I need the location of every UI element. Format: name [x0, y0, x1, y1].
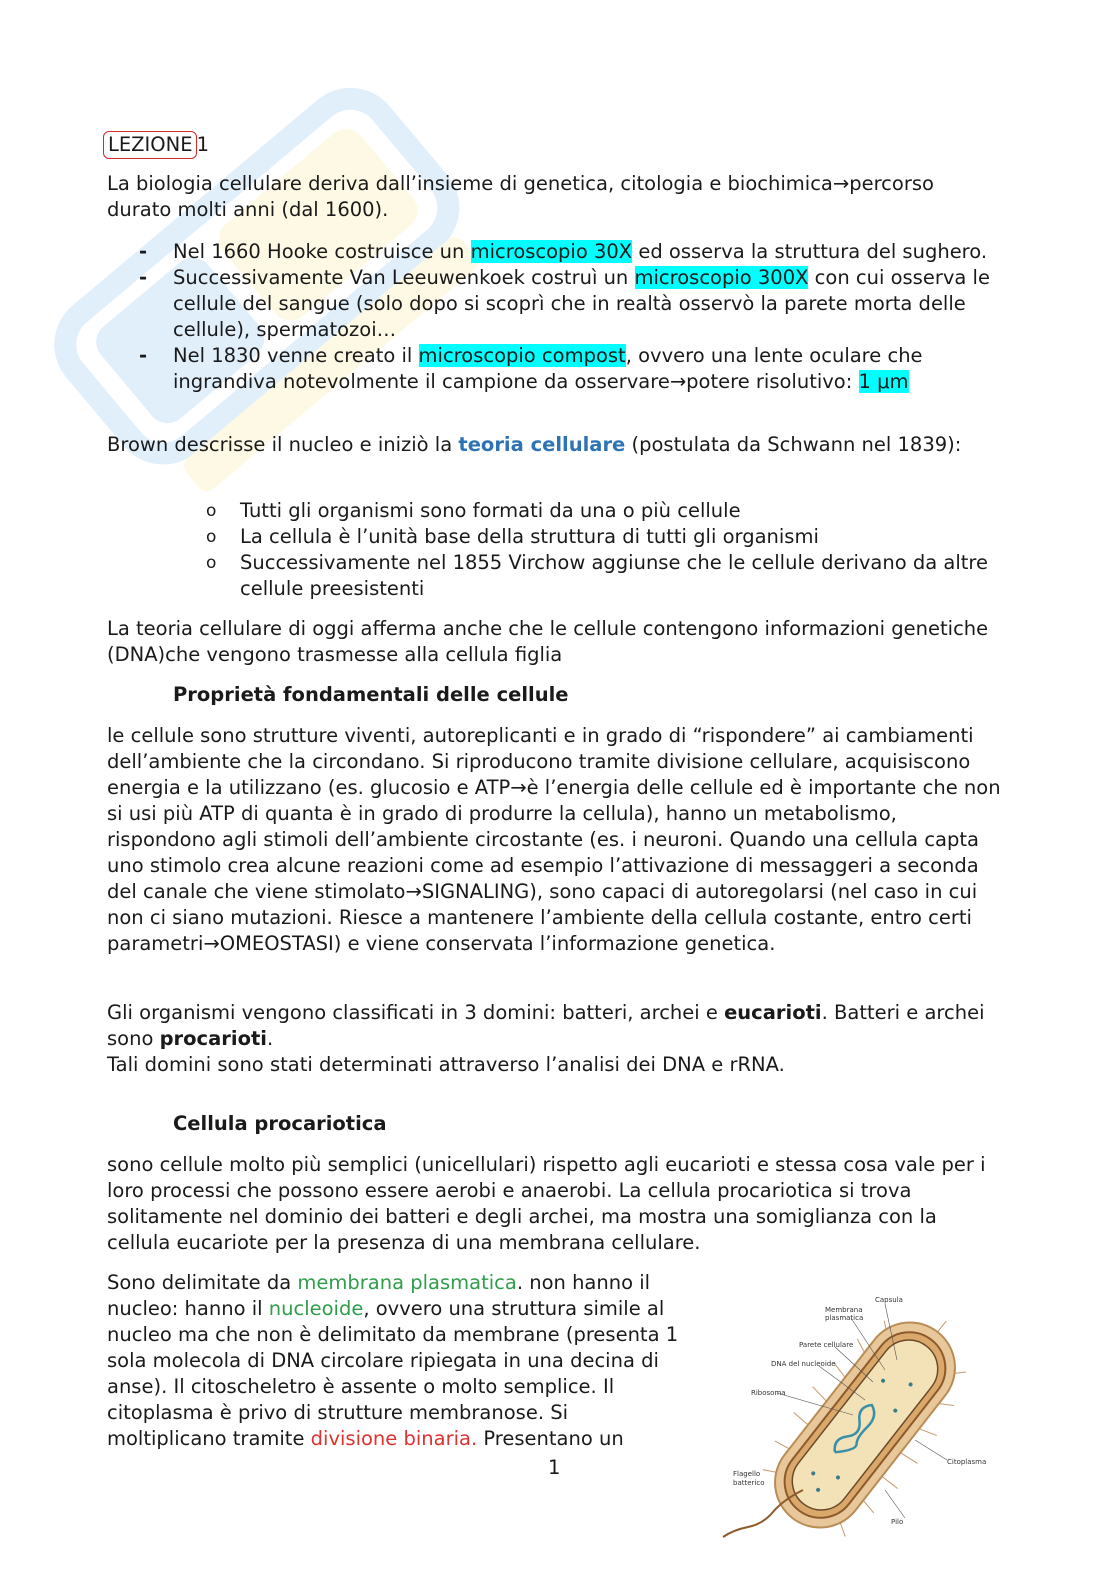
cell-theory-term: teoria cellulare — [458, 433, 626, 456]
label-membrana-2: plasmatica — [825, 1314, 864, 1322]
intro-paragraph: La biologia cellulare deriva dall’insieme di genetica, citologia e biochimica→percorso durato molti anni (dal 1600). — [107, 172, 934, 221]
list-item: o Tutti gli organismi sono formati da una o più cellule — [206, 499, 741, 522]
cell-theory-paragraph: Brown descrisse il nucleo e iniziò la teoria cellulare (postulata da Schwann nel 1839): — [107, 433, 962, 456]
domains-paragraph: Gli organismi vengono classificati in 3 domini: batteri, archei e eucarioti. Batteri e archei sono procarioti. Tali domini sono stati determinati attraverso l’analisi dei DNA e rRNA. — [107, 1001, 985, 1076]
lesson-title — [107, 131, 1002, 159]
label-ribosoma: Ribosoma — [751, 1389, 786, 1397]
label-capsula: Capsula — [875, 1296, 903, 1304]
microscope-list — [107, 239, 1002, 395]
label-flagello-1: Flagello — [733, 1470, 761, 1478]
label-membrana-1: Membrana — [825, 1306, 863, 1314]
label-parete: Parete cellulare — [799, 1341, 854, 1349]
label-citoplasma: Citoplasma — [947, 1458, 987, 1466]
title-number: 1 — [196, 133, 209, 156]
prokaryotic-structure-paragraph: Sono delimitate da membrana plasmatica. non hanno il nucleo: hanno il nucleoide, ovvero una struttura simile al nucleo ma che non è delimitato da membrane (presenta 1 sola molecola di DNA circolare ripiegata in una decina di anse). Il citoscheletro è assente o molto semplice. Il citoplasma è privo di strutture membranose. Si moltiplicano tramite divisione binaria. Presentano un — [107, 1271, 679, 1450]
label-dna: DNA del nucleoide — [771, 1360, 836, 1368]
title-box: LEZIONE — [103, 131, 197, 159]
label-flagello-2: batterico — [733, 1479, 765, 1487]
label-pilo: Pilo — [891, 1518, 904, 1526]
prokaryotic-paragraph: sono cellule molto più semplici (unicellulari) rispetto agli eucarioti e stessa cosa vale per i loro processi che possono essere aerobi e anaerobi. La cellula procariotica si trova solitamente nel dominio dei batteri e degli archei, ma mostra una somiglianza con la cellula eucariote per la presenza di una membrana cellulare. — [107, 1153, 986, 1254]
modern-theory-paragraph: La teoria cellulare di oggi afferma anche che le cellule contengono informazioni genetiche (DNA)che vengono trasmesse alla cellula figlia — [107, 617, 989, 666]
list-item: - Nel 1660 Hooke costruisce un microscopio 30X ed osserva la struttura del sughero. — [139, 240, 988, 263]
prokaryotic-cell-diagram — [715, 1290, 1005, 1540]
list-item: o Successivamente nel 1855 Virchow aggiunse che le cellule derivano da altre cellule preesistenti — [206, 551, 988, 600]
cell-theory-list — [107, 498, 1002, 602]
properties-paragraph: le cellule sono strutture viventi, autoreplicanti e in grado di “rispondere” ai cambiamenti dell’ambiente che la circondano. Si riproducono tramite divisione cellulare, acquisiscono energia e la utilizzano (es. glucosio e ATP→è l’energia delle cellule ed è importante che non si usi più ATP di quanta è in grado di produrre la cellula), hanno un metabolismo, rispondono agli stimoli dell’ambiente circostante (es. i neuroni. Quando una cellula capta uno stimolo crea alcune reazioni come ad esempio l’attivazione di messaggeri a seconda del canale che viene stimolato→SIGNALING), sono capaci di autoregolarsi (nel caso in cui non ci siano mutazioni. Riesce a mantenere l’ambiente della cellula costante, entro certi parametri→OMEOSTASI) e viene conservata l’informazione genetica. — [107, 724, 1001, 955]
list-item: - Nel 1830 venne creato il microscopio compost, ovvero una lente oculare che ingrandiva notevolmente il campione da osservare→potere risolutivo: 1 μm — [139, 344, 923, 393]
heading-prokaryotic: Cellula procariotica — [173, 1112, 387, 1135]
list-item: o La cellula è l’unità base della struttura di tutti gli organismi — [206, 525, 819, 548]
heading-properties: Proprietà fondamentali delle cellule — [173, 683, 569, 706]
list-item: - Successivamente Van Leeuwenkoek costruì un microscopio 300X con cui osserva le cellule del sangue (solo dopo si scoprì che in realtà osservò la parete morta delle cellule), spermatozoi… — [139, 266, 990, 341]
page-number: 1 — [548, 1456, 561, 1479]
